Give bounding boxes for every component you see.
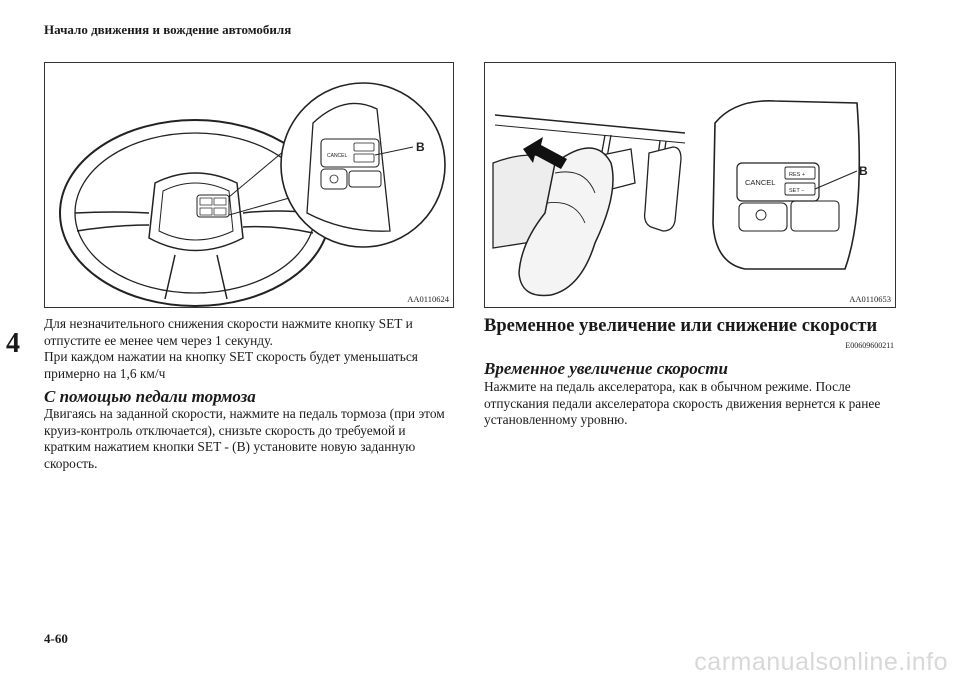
- paragraph-brake-pedal: [44, 406, 464, 472]
- figure-steering-wheel: [44, 62, 454, 308]
- text-line: круиз-контроль отключается), снизьте скорость до требуемой и: [44, 422, 406, 438]
- text-line: скорость.: [44, 455, 98, 471]
- heading-temporary-speed-change: Временное увеличение или снижение скорости: [484, 316, 878, 336]
- text-line: Двигаясь на заданной скорости, нажмите на педаль тормоза (при этом: [44, 406, 445, 421]
- text-line: установленному уровню.: [484, 412, 628, 427]
- heading-brake-pedal: С помощью педали тормоза: [44, 387, 256, 406]
- steering-wheel-illustration: [45, 63, 453, 307]
- paragraph-set-decrease: [44, 316, 464, 382]
- section-reference-code: E00609600211: [845, 341, 894, 350]
- text-line: кратким нажатием кнопки SET - (B) установите новую заданную: [44, 439, 416, 454]
- text-line: примерно на 1,6 км/ч: [44, 365, 166, 381]
- text-line: отпускания педали акселератора скорость движения вернется к ранее: [484, 395, 881, 411]
- text-line: Для незначительного снижения скорости нажмите кнопку SET и: [44, 316, 413, 331]
- heading-temporary-increase: Временное увеличение скорости: [484, 359, 728, 378]
- left-cancel-label: CANCEL: [327, 153, 348, 159]
- figure-code-left: AA0110624: [407, 294, 449, 304]
- right-cancel-label: CANCEL: [745, 178, 776, 187]
- right-callout-b: B: [859, 164, 868, 178]
- text-line: отпустите ее менее чем через 1 секунду.: [44, 332, 273, 348]
- figure-pedal: [484, 62, 896, 308]
- pedal-illustration: [485, 63, 895, 307]
- text-line: При каждом нажатии на кнопку SET скорость будет уменьшаться: [44, 349, 418, 364]
- right-set-label: SET −: [789, 188, 805, 194]
- page-number: 4-60: [44, 631, 68, 646]
- running-header: Начало движения и вождение автомобиля: [44, 22, 292, 37]
- right-res-label: RES +: [789, 172, 806, 178]
- figure-code-right: AA0110653: [849, 294, 891, 304]
- text-line: Нажмите на педаль акселератора, как в обычном режиме. После: [484, 379, 851, 394]
- chapter-number: 4: [6, 328, 20, 359]
- left-callout-b: B: [416, 140, 425, 154]
- watermark: carmanualsonline.info: [694, 648, 948, 676]
- paragraph-temporary-increase: [484, 379, 904, 429]
